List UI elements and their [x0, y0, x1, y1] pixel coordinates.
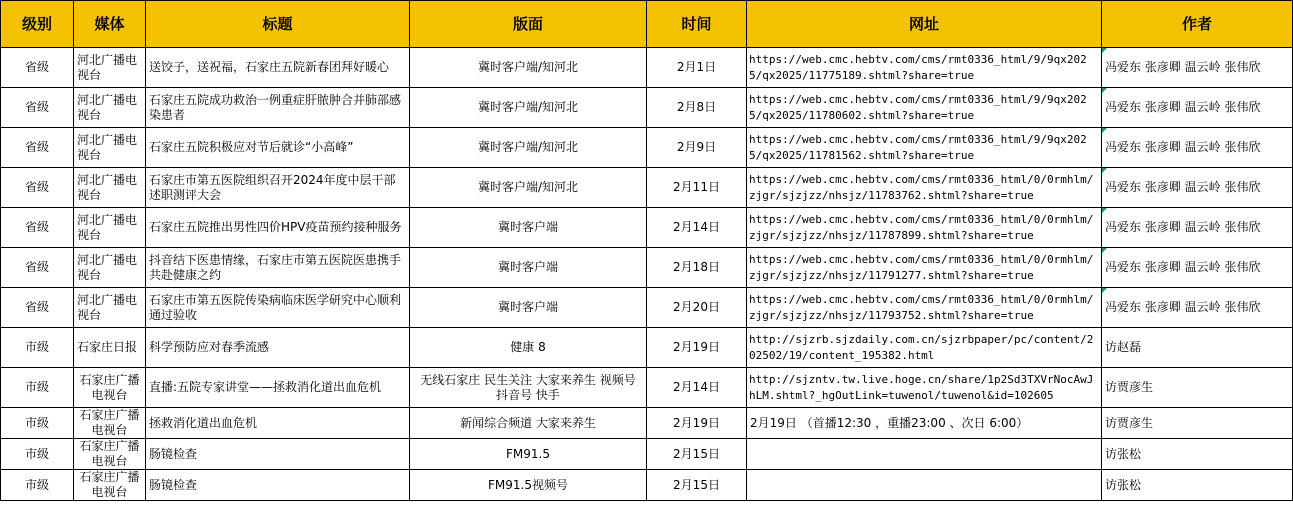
cell-section[interactable]: 冀时客户端/知河北 [410, 168, 647, 208]
column-header-media[interactable]: 媒体 [74, 1, 146, 48]
cell-section[interactable]: 新闻综合频道 大家来养生 [410, 408, 647, 439]
cell-date[interactable]: 2月19日 [647, 408, 747, 439]
comment-marker-icon [1102, 288, 1107, 293]
cell-url[interactable]: https://web.cmc.hebtv.com/cms/rmt0336_html/9/9qx2025/qx2025/11775189.shtml?share=true [747, 48, 1102, 88]
cell-media[interactable]: 石家庄广播电视台 [74, 439, 146, 470]
cell-url[interactable]: https://web.cmc.hebtv.com/cms/rmt0336_html/0/0rmhlm/zjgr/sjzjzz/nhsjz/11783762.shtml?share=true [747, 168, 1102, 208]
header-row [1, 1, 1293, 48]
cell-url[interactable]: https://web.cmc.hebtv.com/cms/rmt0336_html/9/9qx2025/qx2025/11781562.shtml?share=true [747, 128, 1102, 168]
cell-title[interactable]: 拯救消化道出血危机 [146, 408, 410, 439]
cell-author[interactable]: 访张松 [1102, 470, 1293, 501]
cell-section[interactable]: 冀时客户端 [410, 288, 647, 328]
cell-author[interactable] [1102, 128, 1293, 168]
cell-title[interactable]: 石家庄五院积极应对节后就诊“小高峰” [146, 128, 410, 168]
cell-author[interactable]: 访贾彦生 [1102, 368, 1293, 408]
cell-level[interactable]: 省级 [1, 128, 74, 168]
table-row [1, 88, 1293, 128]
cell-title[interactable]: 肠镜检查 [146, 439, 410, 470]
cell-media[interactable]: 河北广播电视台 [74, 128, 146, 168]
cell-media[interactable]: 石家庄日报 [74, 328, 146, 368]
cell-media[interactable]: 河北广播电视台 [74, 88, 146, 128]
cell-title[interactable]: 送饺子，送祝福，石家庄五院新春团拜好暖心 [146, 48, 410, 88]
cell-section[interactable]: 健康 8 [410, 328, 647, 368]
cell-date[interactable]: 2月18日 [647, 248, 747, 288]
table-row [1, 439, 1293, 470]
cell-media[interactable]: 河北广播电视台 [74, 288, 146, 328]
author-text: 冯爱东 张彦卿 温云岭 张伟欣 [1105, 180, 1261, 194]
cell-title[interactable]: 肠镜检查 [146, 470, 410, 501]
cell-url[interactable] [747, 470, 1102, 501]
cell-author[interactable] [1102, 168, 1293, 208]
comment-marker-icon [1102, 208, 1107, 213]
cell-section[interactable]: 冀时客户端/知河北 [410, 88, 647, 128]
cell-date[interactable]: 2月14日 [647, 208, 747, 248]
cell-date[interactable]: 2月15日 [647, 470, 747, 501]
table-row [1, 408, 1293, 439]
cell-date[interactable]: 2月14日 [647, 368, 747, 408]
cell-author[interactable]: 访张松 [1102, 439, 1293, 470]
cell-section[interactable]: 冀时客户端/知河北 [410, 128, 647, 168]
cell-section[interactable]: 无线石家庄 民生关注 大家来养生 视频号 抖音号 快手 [410, 368, 647, 408]
cell-media[interactable]: 石家庄广播电视台 [74, 408, 146, 439]
comment-marker-icon [1102, 128, 1107, 133]
cell-level[interactable]: 市级 [1, 328, 74, 368]
author-text: 冯爱东 张彦卿 温云岭 张伟欣 [1105, 60, 1261, 74]
table-row [1, 288, 1293, 328]
cell-media[interactable]: 石家庄广播电视台 [74, 368, 146, 408]
table-row [1, 208, 1293, 248]
cell-media[interactable]: 石家庄广播电视台 [74, 470, 146, 501]
table-row [1, 128, 1293, 168]
column-header-author[interactable]: 作者 [1102, 1, 1293, 48]
comment-marker-icon [1102, 248, 1107, 253]
author-text: 冯爱东 张彦卿 温云岭 张伟欣 [1105, 140, 1261, 154]
table-row [1, 168, 1293, 208]
column-header-level[interactable]: 级别 [1, 1, 74, 48]
cell-media[interactable]: 河北广播电视台 [74, 248, 146, 288]
table-row [1, 328, 1293, 368]
cell-url[interactable] [747, 439, 1102, 470]
cell-title[interactable]: 石家庄市第五医院组织召开2024年度中层干部述职测评大会 [146, 168, 410, 208]
column-header-section[interactable]: 版面 [410, 1, 647, 48]
column-header-date[interactable]: 时间 [647, 1, 747, 48]
cell-title[interactable]: 直播:五院专家讲堂——拯救消化道出血危机 [146, 368, 410, 408]
cell-level[interactable]: 市级 [1, 439, 74, 470]
table-row [1, 248, 1293, 288]
cell-author[interactable]: 访贾彦生 [1102, 408, 1293, 439]
author-text: 冯爱东 张彦卿 温云岭 张伟欣 [1105, 300, 1261, 314]
cell-media[interactable]: 河北广播电视台 [74, 168, 146, 208]
comment-marker-icon [1102, 48, 1107, 53]
cell-title[interactable]: 石家庄五院推出男性四价HPV疫苗预约接种服务 [146, 208, 410, 248]
cell-title[interactable]: 抖音结下医患情缘，石家庄市第五医院医患携手共赴健康之约 [146, 248, 410, 288]
cell-date[interactable]: 2月19日 [647, 328, 747, 368]
cell-level[interactable]: 市级 [1, 408, 74, 439]
cell-author[interactable] [1102, 48, 1293, 88]
author-text: 冯爱东 张彦卿 温云岭 张伟欣 [1105, 260, 1261, 274]
cell-media[interactable]: 河北广播电视台 [74, 208, 146, 248]
cell-level[interactable]: 省级 [1, 88, 74, 128]
cell-author[interactable] [1102, 208, 1293, 248]
cell-section[interactable]: 冀时客户端 [410, 208, 647, 248]
cell-url[interactable]: https://web.cmc.hebtv.com/cms/rmt0336_html/9/9qx2025/qx2025/11780602.shtml?share=true [747, 88, 1102, 128]
cell-author[interactable] [1102, 288, 1293, 328]
column-header-title[interactable]: 标题 [146, 1, 410, 48]
cell-date[interactable]: 2月20日 [647, 288, 747, 328]
table-row [1, 48, 1293, 88]
cell-url[interactable]: 2月19日 （首播12:30 ，重播23:00 、次日 6:00） [747, 408, 1102, 439]
cell-section[interactable]: 冀时客户端 [410, 248, 647, 288]
cell-date[interactable]: 2月8日 [647, 88, 747, 128]
cell-section[interactable]: FM91.5 [410, 439, 647, 470]
cell-title[interactable]: 石家庄市第五医院传染病临床医学研究中心顺利通过验收 [146, 288, 410, 328]
cell-level[interactable]: 省级 [1, 48, 74, 88]
cell-title[interactable]: 石家庄五院成功救治一例重症肝脓肿合并肺部感染患者 [146, 88, 410, 128]
column-header-url[interactable]: 网址 [747, 1, 1102, 48]
author-text: 冯爱东 张彦卿 温云岭 张伟欣 [1105, 220, 1261, 234]
cell-url[interactable]: https://web.cmc.hebtv.com/cms/rmt0336_html/0/0rmhlm/zjgr/sjzjzz/nhsjz/11793752.shtml?share=true [747, 288, 1102, 328]
cell-section[interactable]: 冀时客户端/知河北 [410, 48, 647, 88]
author-text: 冯爱东 张彦卿 温云岭 张伟欣 [1105, 100, 1261, 114]
cell-level[interactable]: 省级 [1, 248, 74, 288]
comment-marker-icon [1102, 168, 1107, 173]
cell-section[interactable]: FM91.5视频号 [410, 470, 647, 501]
cell-level[interactable]: 市级 [1, 368, 74, 408]
cell-author[interactable] [1102, 88, 1293, 128]
cell-date[interactable]: 2月9日 [647, 128, 747, 168]
cell-date[interactable]: 2月1日 [647, 48, 747, 88]
cell-author[interactable]: 访赵磊 [1102, 328, 1293, 368]
cell-level[interactable]: 省级 [1, 208, 74, 248]
cell-date[interactable]: 2月11日 [647, 168, 747, 208]
cell-level[interactable]: 省级 [1, 168, 74, 208]
cell-author[interactable] [1102, 248, 1293, 288]
table-row [1, 368, 1293, 408]
cell-media[interactable]: 河北广播电视台 [74, 48, 146, 88]
cell-level[interactable]: 市级 [1, 470, 74, 501]
cell-url[interactable]: http://sjzrb.sjzdaily.com.cn/sjzrbpaper/pc/content/202502/19/content_195382.html [747, 328, 1102, 368]
comment-marker-icon [1102, 88, 1107, 93]
cell-date[interactable]: 2月15日 [647, 439, 747, 470]
cell-url[interactable]: https://web.cmc.hebtv.com/cms/rmt0336_html/0/0rmhlm/zjgr/sjzjzz/nhsjz/11791277.shtml?share=true [747, 248, 1102, 288]
cell-level[interactable]: 省级 [1, 288, 74, 328]
cell-url[interactable]: http://sjzntv.tw.live.hoge.cn/share/1p2Sd3TXVrNocAwJhLM.shtml?_hgOutLink=tuwenol/tuwenol&id=102605 [747, 368, 1102, 408]
table-row [1, 470, 1293, 501]
cell-url[interactable]: https://web.cmc.hebtv.com/cms/rmt0336_html/0/0rmhlm/zjgr/sjzjzz/nhsjz/11787899.shtml?share=true [747, 208, 1102, 248]
cell-title[interactable]: 科学预防应对春季流感 [146, 328, 410, 368]
